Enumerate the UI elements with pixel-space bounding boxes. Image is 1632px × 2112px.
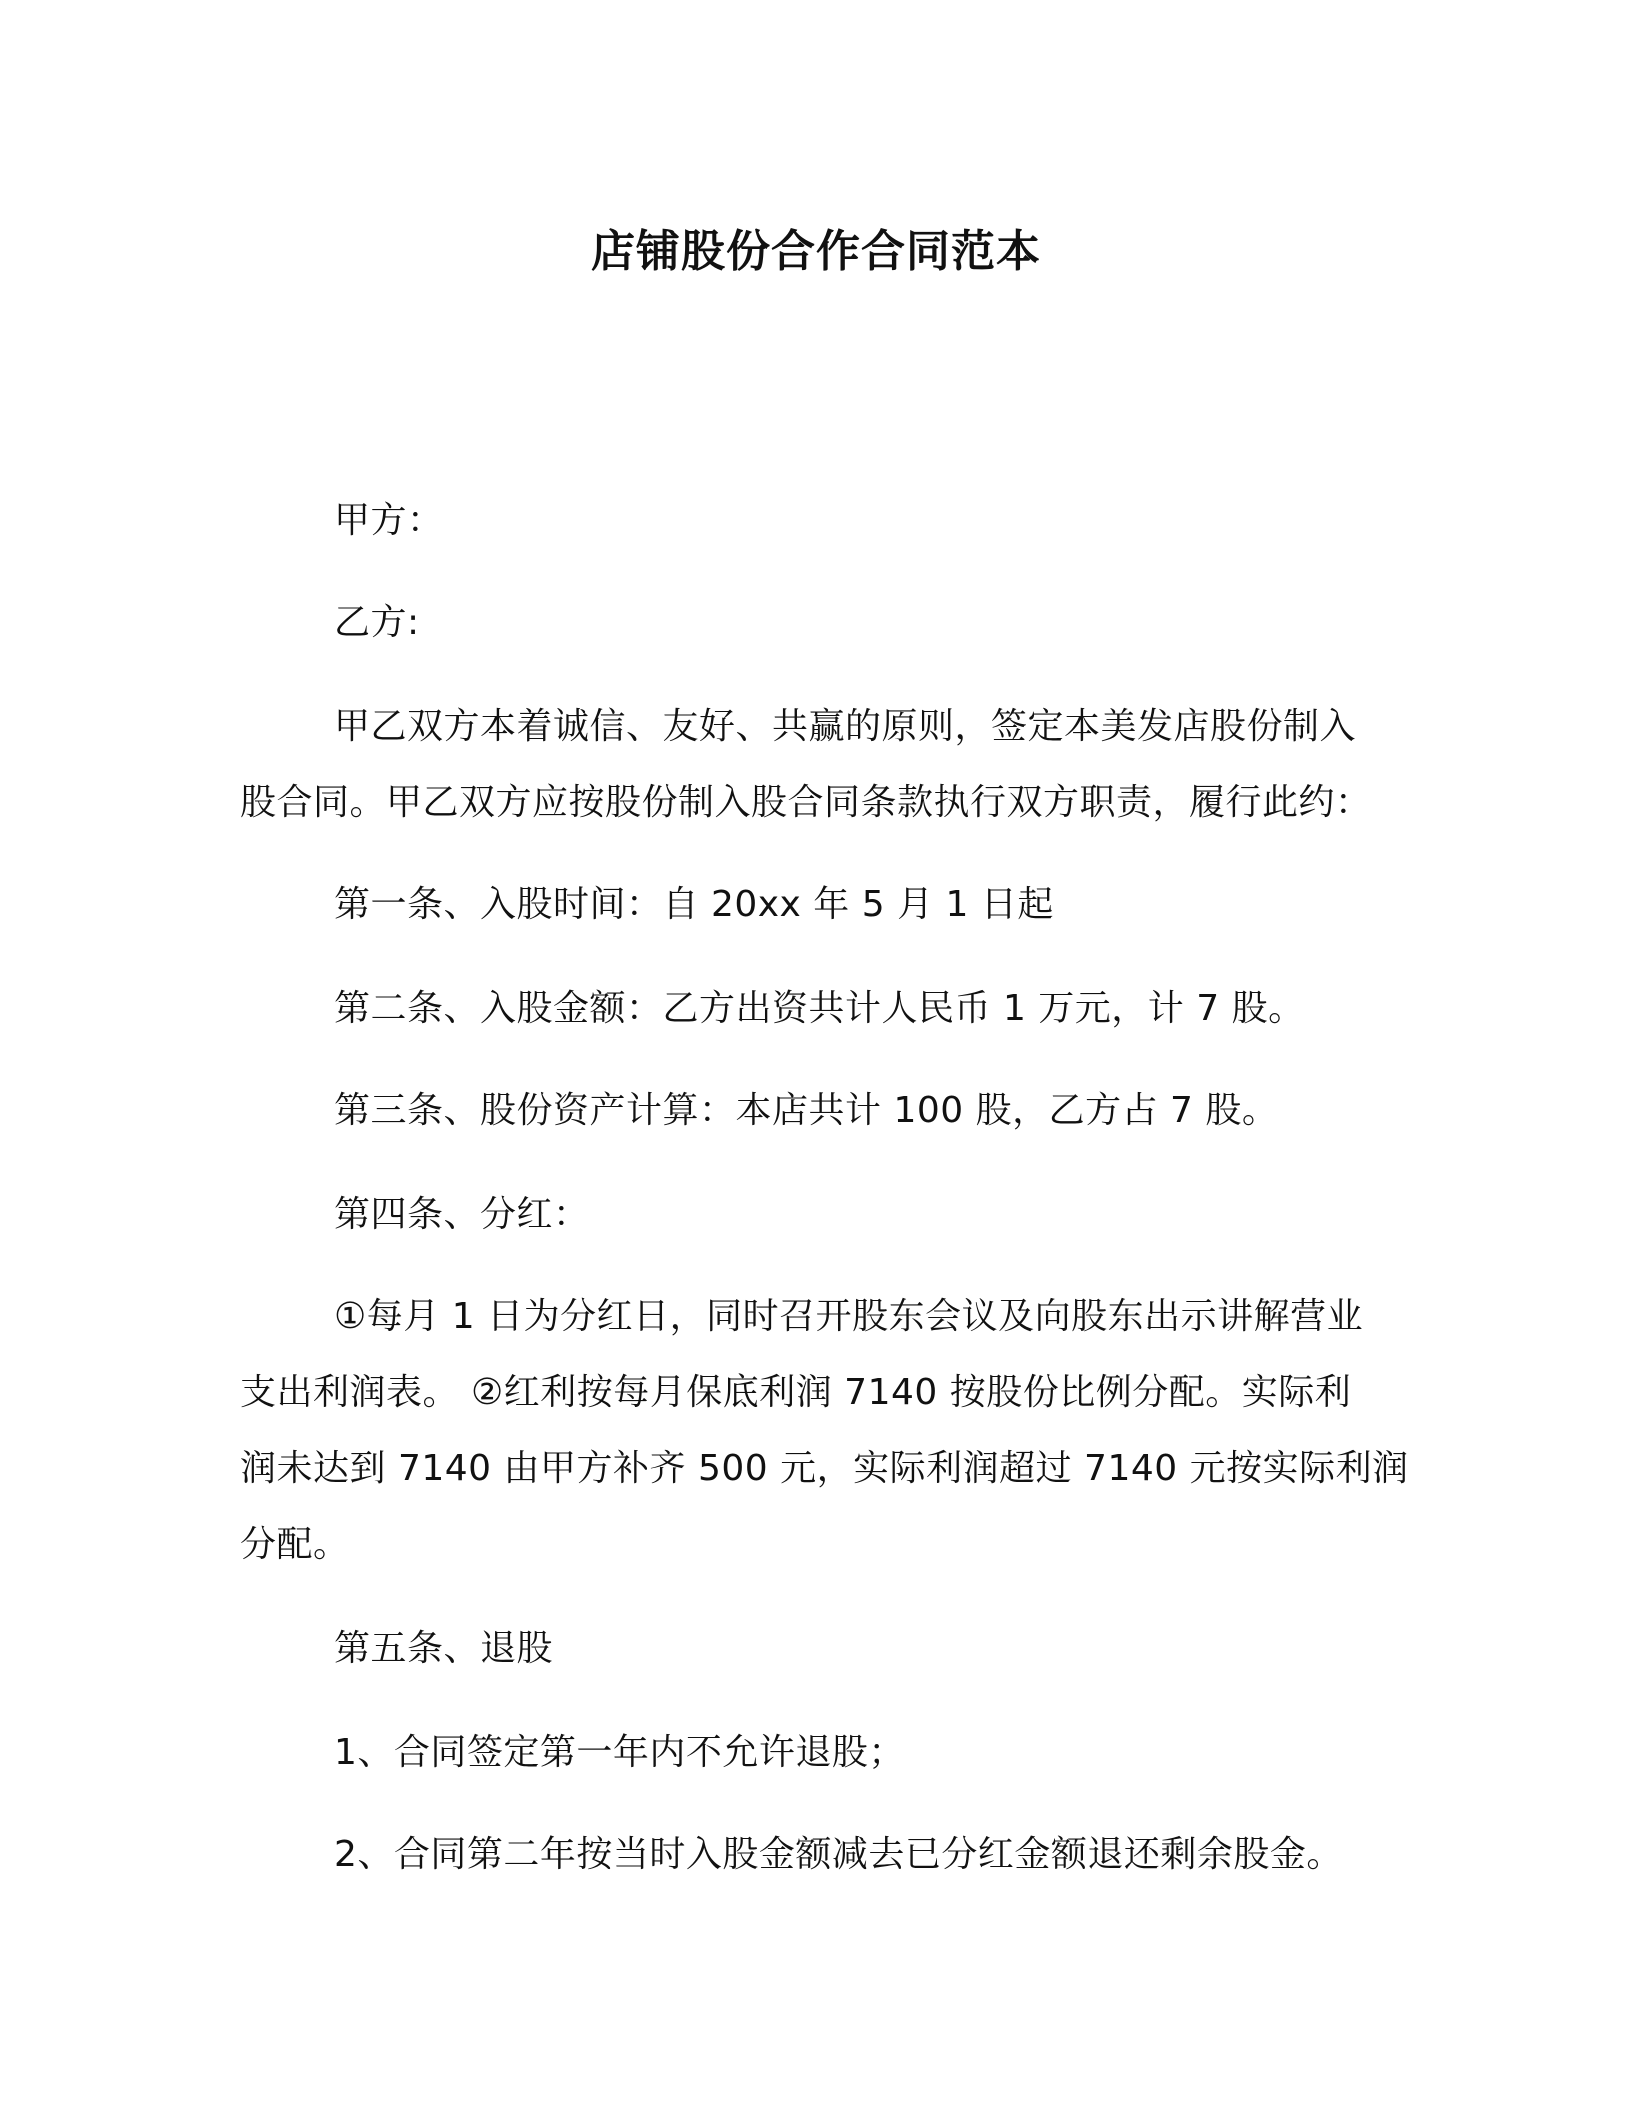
document-title: 店铺股份合作合同范本 xyxy=(591,226,1041,277)
article-1: 第一条、入股时间：自 20xx 年 5 月 1 日起 xyxy=(334,884,1054,925)
article-4-line-2: 支出利润表。 ②红利按每月保底利润 7140 按股份比例分配。实际利 xyxy=(240,1372,1352,1413)
article-4-line-3: 润未达到 7140 由甲方补齐 500 元，实际利润超过 7140 元按实际利润 xyxy=(240,1448,1409,1489)
article-5-item-1: 1、合同签定第一年内不允许退股； xyxy=(334,1732,905,1773)
article-2: 第二条、入股金额：乙方出资共计人民币 1 万元，计 7 股。 xyxy=(334,988,1305,1029)
intro-line-2: 股合同。甲乙双方应按股份制入股合同条款执行双方职责，履行此约： xyxy=(240,782,1372,823)
party-a-label: 甲方： xyxy=(334,500,444,541)
party-b-label: 乙方: xyxy=(334,602,420,643)
article-4-line-4: 分配。 xyxy=(240,1524,350,1565)
article-5-item-2: 2、合同第二年按当时入股金额减去已分红金额退还剩余股金。 xyxy=(334,1834,1343,1875)
article-3: 第三条、股份资产计算：本店共计 100 股，乙方占 7 股。 xyxy=(334,1090,1279,1131)
intro-line-1: 甲乙双方本着诚信、友好、共赢的原则，签定本美发店股份制入 xyxy=(334,706,1357,747)
article-4-line-1: ①每月 1 日为分红日，同时召开股东会议及向股东出示讲解营业 xyxy=(334,1296,1364,1337)
article-5-heading: 第五条、退股 xyxy=(334,1628,554,1669)
article-4-heading: 第四条、分红： xyxy=(334,1194,590,1235)
